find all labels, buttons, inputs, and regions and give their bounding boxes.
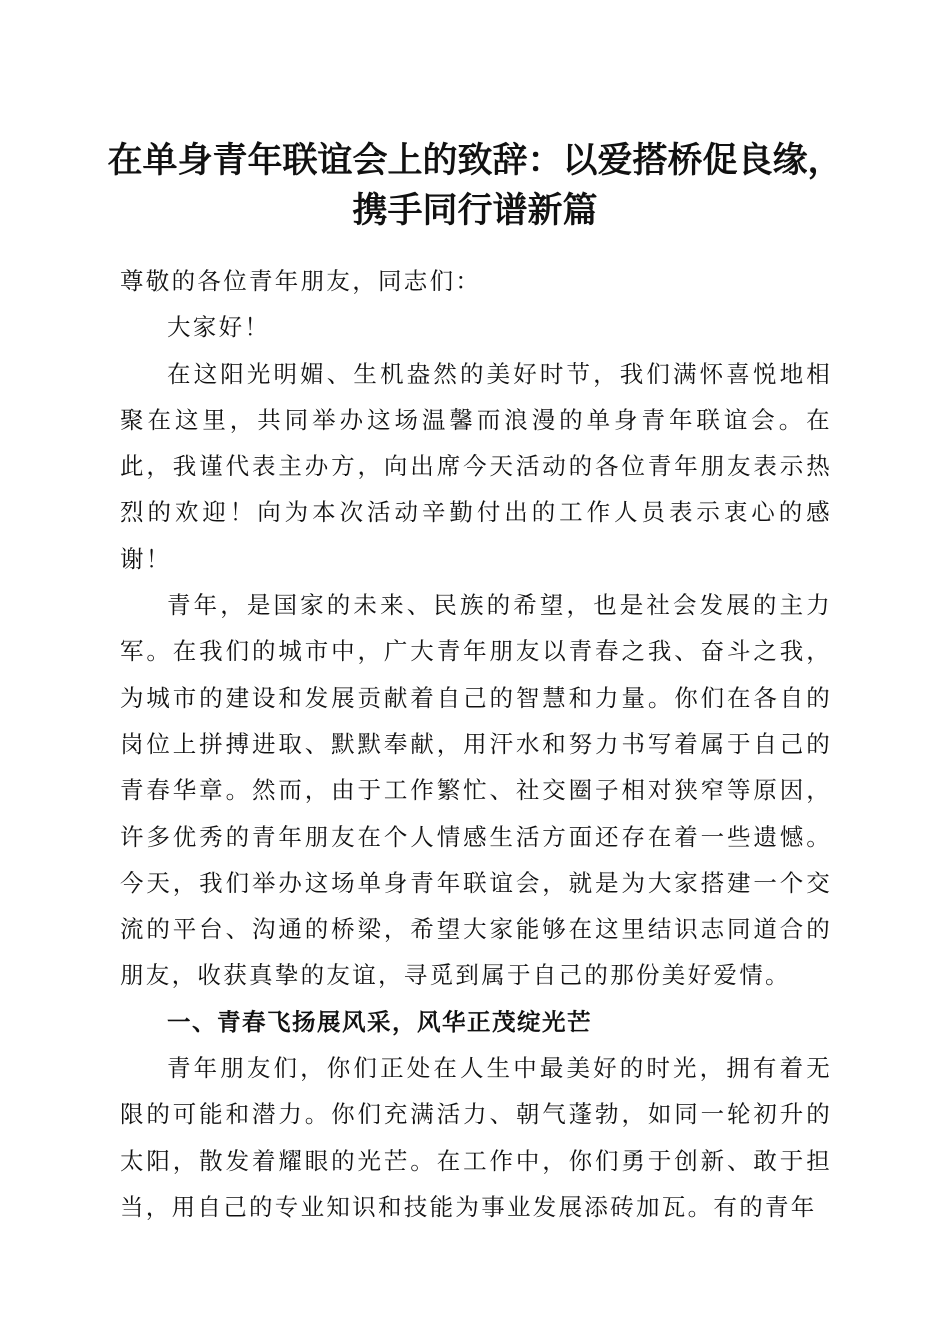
document-body	[120, 258, 832, 1230]
document-title	[100, 136, 850, 236]
title-line-1: 在单身青年联谊会上的致辞：以爱搭桥促良缘，	[107, 140, 843, 181]
paragraph-section-1: 青年朋友们，你们正处在人生中最美好的时光，拥有着无限的可能和潜力。你们充满活力、朝气蓬勃，如同一轮初升的太阳，散发着耀眼的光芒。在工作中，你们勇于创新、敢于担当，用自己的专业知识和技能为事业发展添砖加瓦。有的青年	[120, 1054, 832, 1221]
salutation: 尊敬的各位青年朋友，同志们：	[120, 267, 482, 295]
greeting: 大家好！	[167, 313, 271, 342]
paragraph-youth: 青年，是国家的未来、民族的希望，也是社会发展的主力军。在我们的城市中，广大青年朋友以青春之我、奋斗之我，为城市的建设和发展贡献着自己的智慧和力量。你们在各自的岗位上拼搏进取、默默奉献，用汗水和努力书写着属于自己的青春华章。然而，由于工作繁忙、社交圈子相对狭窄等原因，许多优秀的青年朋友在个人情感生活方面还存在着一些遗憾。今天，我们举办这场单身青年联谊会，就是为大家搭建一个交流的平台、沟通的桥梁，希望大家能够在这里结识志同道合的朋友，收获真挚的友谊，寻觅到属于自己的那份美好爱情。	[120, 591, 832, 990]
paragraph-welcome: 在这阳光明媚、生机盎然的美好时节，我们满怀喜悦地相聚在这里，共同举办这场温馨而浪漫的单身青年联谊会。在此，我谨代表主办方，向出席今天活动的各位青年朋友表示热烈的欢迎！向为本次活动辛勤付出的工作人员表示衷心的感谢！	[120, 359, 832, 573]
title-line-2: 携手同行谱新篇	[352, 190, 598, 231]
section-heading-1: 一、青春飞扬展风采，风华正茂绽光芒	[167, 1007, 592, 1036]
